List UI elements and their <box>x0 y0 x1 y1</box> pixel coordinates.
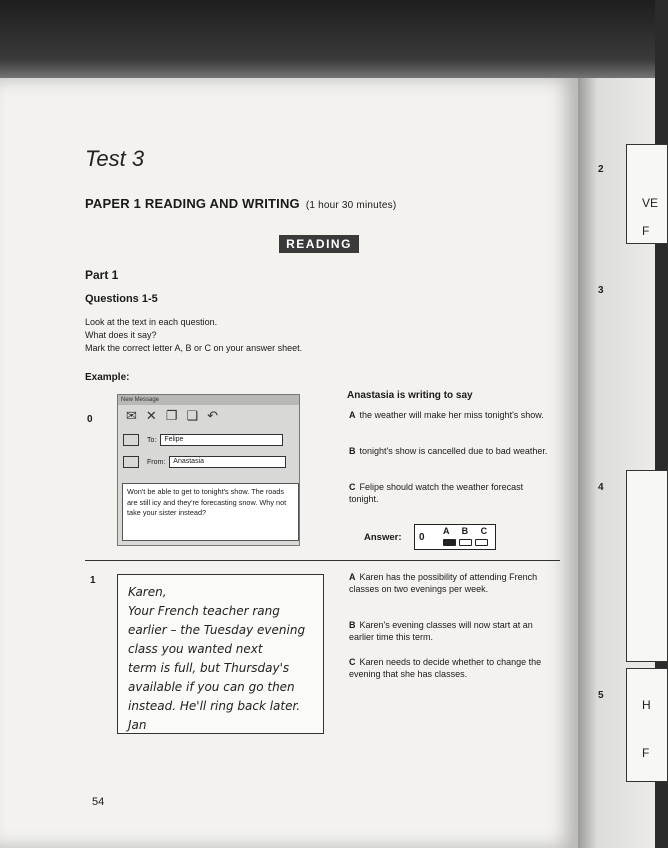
example-question-heading: Anastasia is writing to say <box>347 390 473 401</box>
note-line: instead. He'll ring back later. <box>128 699 301 713</box>
option-text: the weather will make her miss tonight's show. <box>359 410 544 420</box>
option-letter: C <box>349 657 356 667</box>
to-label: To: <box>147 436 157 444</box>
book-page-right <box>578 78 659 848</box>
option-text: tonight's show is cancelled due to bad weather. <box>359 446 548 456</box>
email-titlebar: New Message <box>118 395 299 405</box>
answer-bubble-c <box>475 539 488 546</box>
option-letter: A <box>349 572 356 582</box>
example-label: Example: <box>85 372 130 383</box>
answer-label: Answer: <box>364 532 402 543</box>
example-option-a <box>349 409 554 421</box>
address-book-icon <box>123 456 139 468</box>
paper-title: PAPER 1 READING AND WRITING <box>85 196 300 211</box>
section-divider <box>85 560 560 561</box>
from-label: From: <box>147 458 166 466</box>
instructions <box>85 316 405 355</box>
question1-option-a <box>349 571 554 595</box>
answer-number: 0 <box>419 532 425 543</box>
note-line: term is full, but Thursday's <box>128 661 290 675</box>
option-text: Felipe should watch the weather forecast tonight. <box>349 482 524 504</box>
facing-edge-text: F <box>642 224 650 238</box>
page-number: 54 <box>92 796 105 808</box>
section-badge: READING <box>279 235 359 253</box>
email-message: Won't be able to get to tonight's show. The roads are still icy and they're forecasting snow. Why not take your sister instead? <box>122 483 299 541</box>
facing-question-number: 4 <box>598 482 604 493</box>
facing-edge-text: F <box>642 746 650 760</box>
email-window <box>117 394 300 546</box>
to-field: Felipe <box>160 434 283 446</box>
example-option-b <box>349 445 554 457</box>
example-option-c <box>349 481 554 505</box>
instruction-line: What does it say? <box>85 330 157 340</box>
question-number: 1 <box>90 575 96 586</box>
handwritten-note <box>117 574 324 734</box>
question1-option-b <box>349 619 554 643</box>
paste-icon: ❏ <box>186 408 199 423</box>
copy-icon: ❐ <box>165 408 178 423</box>
option-letter: B <box>349 446 356 456</box>
paper-heading <box>85 196 396 211</box>
instruction-line: Mark the correct letter A, B or C on your answer sheet. <box>85 343 303 353</box>
note-line: Jan <box>128 718 147 732</box>
option-text: Karen has the possibility of attending French classes on two evenings per week. <box>349 572 538 594</box>
example-number: 0 <box>87 414 93 425</box>
paper-duration: (1 hour 30 minutes) <box>305 200 397 211</box>
undo-icon: ↶ <box>207 408 219 423</box>
instruction-line: Look at the text in each question. <box>85 317 218 327</box>
option-letter: A <box>349 410 356 420</box>
email-from-row <box>123 455 286 469</box>
questions-heading: Questions 1-5 <box>85 293 158 305</box>
email-toolbar <box>118 405 299 427</box>
facing-edge-text: VE <box>642 196 659 210</box>
facing-question-number: 3 <box>598 285 604 296</box>
note-line: Your French teacher rang <box>128 604 280 618</box>
test-title: Test 3 <box>85 146 145 171</box>
send-icon: ✉ <box>126 408 137 423</box>
address-book-icon <box>123 434 139 446</box>
answer-letters: A B C <box>443 526 493 536</box>
option-letter: B <box>349 620 356 630</box>
facing-question-box <box>626 668 668 782</box>
facing-question-number: 5 <box>598 690 604 701</box>
option-text: Karen's evening classes will now start at an earlier time this term. <box>349 620 533 642</box>
answer-bubble-b <box>459 539 472 546</box>
note-line: Karen, <box>128 585 167 599</box>
email-to-row <box>123 433 283 447</box>
scan-top-shadow <box>0 0 655 85</box>
option-letter: C <box>349 482 356 492</box>
facing-edge-text: H <box>642 698 651 712</box>
part-heading: Part 1 <box>85 268 119 282</box>
answer-grid <box>414 524 496 550</box>
cut-icon: ✕ <box>145 408 157 423</box>
answer-bubble-a-filled <box>443 539 456 546</box>
note-line: earlier – the Tuesday evening <box>128 623 306 637</box>
question1-option-c <box>349 656 554 680</box>
facing-question-box <box>626 470 668 662</box>
facing-question-number: 2 <box>598 164 604 175</box>
option-text: Karen needs to decide whether to change the evening that she has classes. <box>349 657 542 679</box>
note-text <box>128 583 305 735</box>
note-line: class you wanted next <box>128 642 263 656</box>
note-line: available if you can go then <box>128 680 295 694</box>
from-field: Anastasia <box>169 456 286 468</box>
